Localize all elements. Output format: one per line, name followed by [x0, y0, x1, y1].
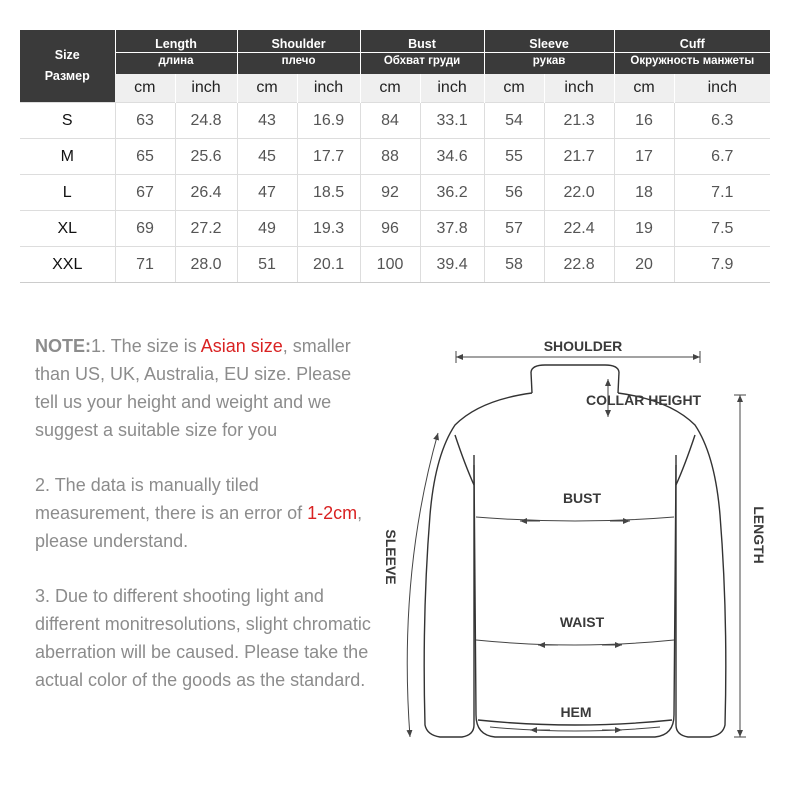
shoulder-header-ru: плечо	[281, 54, 316, 67]
bust-header-ru: Обхват груди	[383, 54, 461, 67]
table-row	[20, 247, 770, 283]
size-cell: M	[20, 139, 115, 175]
value-cell: 84	[360, 103, 420, 139]
value-cell: 18	[614, 175, 674, 211]
value-cell: 19.3	[297, 211, 360, 247]
note-1-text-b: , smaller than US, UK, Australia, EU size. Please tell us your height and weight and we suggest a suitable size for you	[35, 336, 352, 440]
value-cell: 88	[360, 139, 420, 175]
value-cell: 47	[237, 175, 297, 211]
length-column-header	[115, 30, 237, 74]
value-cell: 37.8	[420, 211, 484, 247]
value-cell: 63	[115, 103, 175, 139]
value-cell: 16	[614, 103, 674, 139]
table-row	[20, 103, 770, 139]
bust-column-header	[360, 30, 484, 74]
unit-cm: cm	[484, 74, 544, 103]
table-header-row	[20, 30, 770, 74]
note-3: 3. Due to different shooting light and different monitresolutions, slight chromatic aberration will be caused. Please take the actual color of the goods as the standard.	[35, 586, 371, 690]
value-cell: 96	[360, 211, 420, 247]
value-cell: 24.8	[175, 103, 237, 139]
value-cell: 7.5	[674, 211, 770, 247]
size-chart-table	[20, 30, 770, 283]
value-cell: 54	[484, 103, 544, 139]
unit-cm: cm	[614, 74, 674, 103]
cuff-header-en: Cuff	[615, 36, 771, 53]
hem-label: HEM	[560, 704, 592, 720]
size-header-en: Size	[54, 48, 80, 62]
sleeve-header-ru: рукав	[532, 54, 566, 67]
note-1	[35, 332, 375, 444]
unit-inch: inch	[175, 74, 237, 103]
size-cell: L	[20, 175, 115, 211]
unit-inch: inch	[297, 74, 360, 103]
value-cell: 65	[115, 139, 175, 175]
bust-measure	[476, 490, 674, 521]
size-header-ru: Размер	[44, 69, 90, 83]
value-cell: 49	[237, 211, 297, 247]
value-cell: 25.6	[175, 139, 237, 175]
unit-cm: cm	[115, 74, 175, 103]
waist-label: WAIST	[559, 614, 605, 630]
note-1-highlight: Asian size	[200, 336, 283, 356]
value-cell: 21.7	[544, 139, 614, 175]
units-row	[20, 74, 770, 103]
unit-inch: inch	[674, 74, 770, 103]
length-header-en: Length	[116, 36, 237, 53]
length-label: LENGTH	[751, 506, 767, 564]
value-cell: 19	[614, 211, 674, 247]
value-cell: 17.7	[297, 139, 360, 175]
value-cell: 28.0	[175, 247, 237, 283]
note-2	[35, 471, 375, 555]
value-cell: 100	[360, 247, 420, 283]
value-cell: 6.7	[674, 139, 770, 175]
value-cell: 69	[115, 211, 175, 247]
hem-measure	[490, 704, 660, 731]
table-row	[20, 139, 770, 175]
unit-inch: inch	[544, 74, 614, 103]
value-cell: 55	[484, 139, 544, 175]
value-cell: 51	[237, 247, 297, 283]
value-cell: 34.6	[420, 139, 484, 175]
length-header-ru: длина	[158, 54, 194, 67]
value-cell: 22.4	[544, 211, 614, 247]
value-cell: 56	[484, 175, 544, 211]
note-1-text-a: 1. The size is	[91, 336, 201, 356]
value-cell: 17	[614, 139, 674, 175]
value-cell: 22.8	[544, 247, 614, 283]
table-row	[20, 211, 770, 247]
bust-label: BUST	[562, 490, 602, 506]
value-cell: 39.4	[420, 247, 484, 283]
shoulder-measure	[456, 338, 700, 363]
value-cell: 7.1	[674, 175, 770, 211]
value-cell: 22.0	[544, 175, 614, 211]
value-cell: 71	[115, 247, 175, 283]
value-cell: 7.9	[674, 247, 770, 283]
sleeve-column-header	[484, 30, 614, 74]
value-cell: 16.9	[297, 103, 360, 139]
value-cell: 92	[360, 175, 420, 211]
value-cell: 43	[237, 103, 297, 139]
value-cell: 33.1	[420, 103, 484, 139]
sleeve-header-en: Sleeve	[485, 36, 614, 53]
sweater-outline	[424, 365, 726, 737]
note-2-text-b: , please understand.	[35, 503, 363, 551]
value-cell: 27.2	[175, 211, 237, 247]
table-body	[20, 103, 770, 283]
sleeve-label: SLEEVE	[383, 529, 399, 585]
size-cell: S	[20, 103, 115, 139]
size-column-header	[20, 30, 115, 103]
value-cell: 20.1	[297, 247, 360, 283]
value-cell: 18.5	[297, 175, 360, 211]
value-cell: 57	[484, 211, 544, 247]
value-cell: 26.4	[175, 175, 237, 211]
length-measure	[734, 395, 767, 737]
size-cell: XXL	[20, 247, 115, 283]
value-cell: 67	[115, 175, 175, 211]
garment-measurement-diagram	[370, 325, 780, 785]
unit-cm: cm	[237, 74, 297, 103]
note-2-text-a: 2. The data is manually tiled measurement, there is an error of	[35, 475, 308, 523]
size-cell: XL	[20, 211, 115, 247]
unit-cm: cm	[360, 74, 420, 103]
sleeve-measure	[383, 433, 438, 737]
collar-height-measure	[586, 379, 702, 417]
shoulder-column-header	[237, 30, 360, 74]
value-cell: 21.3	[544, 103, 614, 139]
cuff-header-ru: Окружность манжеты	[630, 54, 755, 67]
shoulder-label: SHOULDER	[543, 338, 623, 354]
value-cell: 36.2	[420, 175, 484, 211]
table-row	[20, 175, 770, 211]
value-cell: 6.3	[674, 103, 770, 139]
note-2-highlight: 1-2cm	[307, 503, 358, 523]
unit-inch: inch	[420, 74, 484, 103]
note-label: NOTE:	[35, 336, 91, 356]
shoulder-header-en: Shoulder	[238, 36, 360, 53]
waist-measure	[476, 614, 674, 645]
bust-header-en: Bust	[361, 36, 484, 53]
value-cell: 58	[484, 247, 544, 283]
notes-section	[35, 332, 375, 721]
cuff-column-header	[614, 30, 770, 74]
value-cell: 45	[237, 139, 297, 175]
collar-height-label: COLLAR HEIGHT	[586, 392, 702, 408]
value-cell: 20	[614, 247, 674, 283]
